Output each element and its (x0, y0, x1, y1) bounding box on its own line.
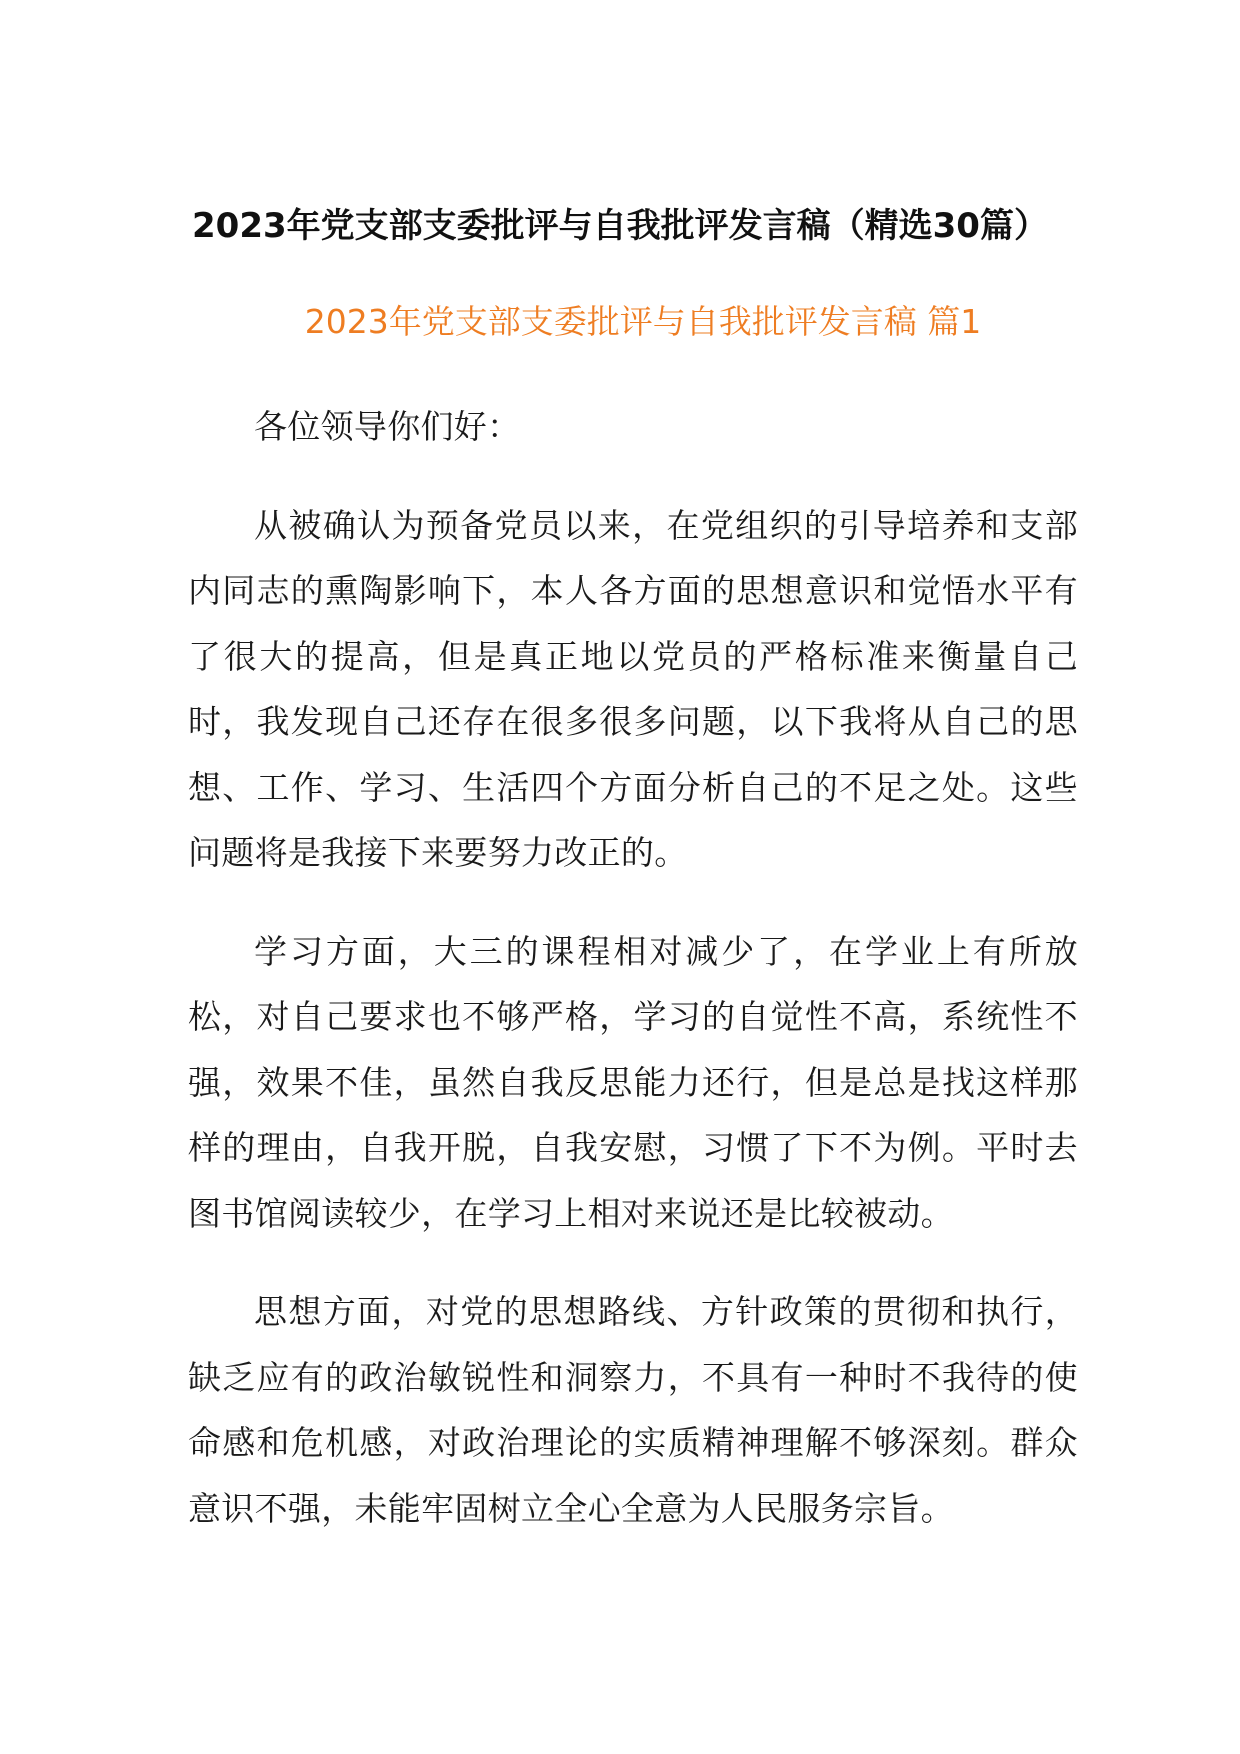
section-heading: 2023年党支部支委批评与自我批评发言稿 篇1 (304, 302, 982, 341)
document-title: 2023年党支部支委批评与自我批评发言稿（精选30篇） (192, 206, 1048, 246)
document-body (188, 394, 1078, 1541)
paragraph-intro: 从被确认为预备党员以来，在党组织的引导培养和支部内同志的熏陶影响下，本人各方面的思想意识和觉悟水平有了很大的提高，但是真正地以党员的严格标准来衡量自己时，我发现自己还存在很多很多问题，以下我将从自己的思想、工作、学习、生活四个方面分析自己的不足之处。这些问题将是我接下来要努力改正的。 (188, 505, 1078, 872)
paragraph-study: 学习方面，大三的课程相对减少了，在学业上有所放松，对自己要求也不够严格，学习的自觉性不高，系统性不强，效果不佳，虽然自我反思能力还行，但是总是找这样那样的理由，自我开脱，自我安慰，习惯了下不为例。平时去图书馆阅读较少，在学习上相对来说还是比较被动。 (188, 931, 1078, 1233)
greeting-line: 各位领导你们好： (254, 407, 521, 446)
paragraph-thought: 思想方面，对党的思想路线、方针政策的贯彻和执行，缺乏应有的政治敏锐性和洞察力，不具有一种时不我待的使命感和危机感，对政治理论的实质精神理解不够深刻。群众意识不强，未能牢固树立全心全意为人民服务宗旨。 (188, 1292, 1078, 1528)
